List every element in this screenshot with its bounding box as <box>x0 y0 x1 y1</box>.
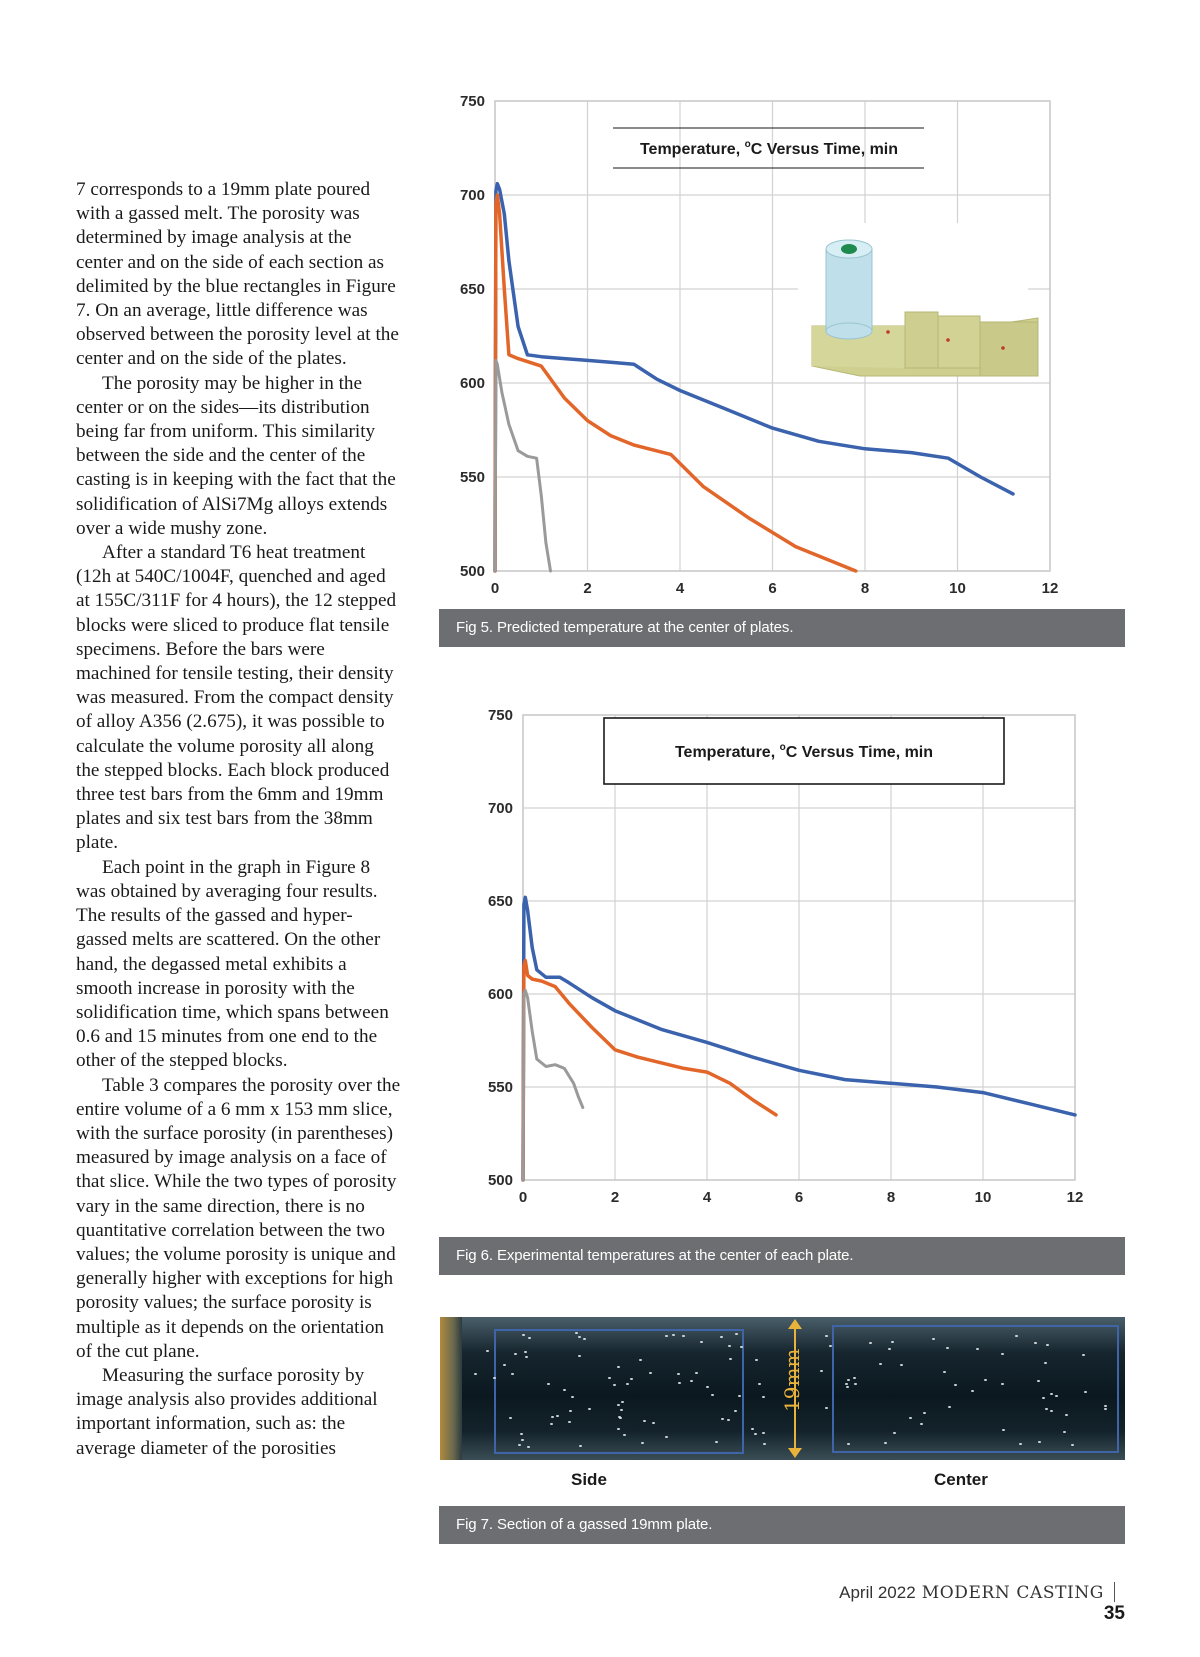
porosity-speck <box>583 1338 586 1340</box>
porosity-speck <box>690 1380 693 1382</box>
porosity-speck <box>1015 1335 1018 1337</box>
porosity-speck <box>1034 1342 1037 1344</box>
porosity-speck <box>678 1382 681 1384</box>
porosity-speck <box>1050 1410 1053 1412</box>
porosity-speck <box>846 1386 849 1388</box>
porosity-speck <box>909 1417 912 1419</box>
fig5-chart-title: Temperature, $^o$C Versus Time, min <box>639 139 899 158</box>
porosity-speck <box>665 1335 668 1337</box>
porosity-speck <box>620 1409 623 1411</box>
porosity-speck <box>630 1378 633 1380</box>
fig6-y-tick-label: 700 <box>487 800 513 817</box>
fig6-y-tick-label: 750 <box>487 707 513 724</box>
fig6-x-tick-label: 4 <box>702 1189 712 1206</box>
fig5-y-tick-label: 600 <box>459 375 485 392</box>
fig6-y-tick-label: 500 <box>487 1172 513 1189</box>
porosity-speck <box>1071 1444 1074 1446</box>
porosity-speck <box>845 1383 848 1385</box>
fig5-y-tick-label: 750 <box>459 93 485 110</box>
fig5-x-tick-label: 0 <box>490 580 500 597</box>
porosity-speck <box>976 1348 979 1350</box>
porosity-speck <box>932 1338 935 1340</box>
fig5-y-tick-label: 550 <box>459 469 485 486</box>
fig5-chart-svg <box>440 86 1065 597</box>
porosity-speck <box>900 1364 903 1366</box>
fig5-x-tick-label: 10 <box>949 580 966 597</box>
porosity-speck <box>923 1412 926 1414</box>
porosity-speck <box>711 1394 714 1396</box>
porosity-speck <box>579 1445 582 1447</box>
porosity-speck <box>825 1407 828 1409</box>
porosity-speck <box>643 1420 646 1422</box>
porosity-speck <box>677 1373 680 1375</box>
porosity-speck <box>1065 1414 1068 1416</box>
porosity-speck <box>884 1442 887 1444</box>
porosity-speck <box>522 1334 525 1336</box>
porosity-speck <box>893 1432 896 1434</box>
porosity-speck <box>588 1408 591 1410</box>
side-region-box <box>494 1329 744 1454</box>
porosity-speck <box>1044 1362 1047 1364</box>
porosity-speck <box>649 1372 652 1374</box>
porosity-speck <box>1084 1391 1087 1393</box>
dimension-label: 19mm <box>780 1348 804 1412</box>
fig6-y-tick-label: 550 <box>487 1079 513 1096</box>
porosity-speck <box>551 1416 554 1418</box>
porosity-speck <box>1037 1380 1040 1382</box>
article-paragraph: After a standard T6 heat treatment (12h at 540C/1004F, quenched and aged at 155C/311F for 4 hours), the 12 stepped blocks were sliced to produce flat tensile specimens. Before the bars were machined for tensile testing, their density was measured. From the compact density of alloy A356 (2.675), it was possible to calculate the volume porosity all along the stepped blocks. Each block produced three test bars from the 6mm and 19mm plates and six test bars from the 38mm plate. <box>76 542 397 854</box>
porosity-speck <box>511 1373 514 1375</box>
porosity-speck <box>503 1364 506 1366</box>
porosity-speck <box>524 1351 527 1353</box>
issue-date: April 2022 <box>839 1583 916 1602</box>
fig6-chart-title: Temperature, $^o$C Versus Time, min <box>674 742 934 761</box>
porosity-speck <box>825 1335 828 1337</box>
porosity-speck <box>1050 1393 1053 1395</box>
fig6-x-tick-label: 6 <box>794 1189 804 1206</box>
porosity-speck <box>618 1416 621 1418</box>
article-paragraph: The porosity may be higher in the center or on the sides—its distribution being far from uniform. This similarity between the side and the center of the casting is in keeping with the fact that the solidification of AlSi7Mg alloys extends over a wide mushy zone. <box>76 372 396 539</box>
publication-name: MODERN CASTING <box>921 1583 1104 1603</box>
page-number: 35 <box>1103 1603 1125 1624</box>
fig6-series-line-3 <box>523 990 583 1180</box>
porosity-speck <box>762 1432 765 1434</box>
porosity-speck <box>1001 1353 1004 1355</box>
porosity-speck <box>847 1379 850 1381</box>
porosity-speck <box>617 1366 620 1368</box>
porosity-speck <box>700 1341 703 1343</box>
porosity-speck <box>715 1441 718 1443</box>
porosity-speck <box>948 1406 951 1408</box>
porosity-speck <box>626 1383 629 1385</box>
porosity-speck <box>652 1422 655 1424</box>
fig5-caption: Fig 5. Predicted temperature at the center of plates. <box>439 609 1125 647</box>
porosity-speck <box>740 1346 743 1348</box>
fig5-series-line-3 <box>495 360 551 571</box>
porosity-speck <box>556 1415 559 1417</box>
porosity-speck <box>474 1373 477 1375</box>
porosity-speck <box>518 1444 521 1446</box>
porosity-speck <box>854 1383 857 1385</box>
porosity-speck <box>891 1341 894 1343</box>
side-label: Side <box>571 1470 607 1489</box>
footer-divider <box>1114 1582 1115 1602</box>
porosity-speck <box>578 1355 581 1357</box>
porosity-speck <box>971 1390 974 1392</box>
porosity-speck <box>984 1379 987 1381</box>
porosity-speck <box>820 1370 823 1372</box>
fig6-y-tick-label: 650 <box>487 893 513 910</box>
porosity-speck <box>528 1337 531 1339</box>
porosity-speck <box>943 1371 946 1373</box>
porosity-speck <box>527 1446 530 1448</box>
porosity-speck <box>1019 1443 1022 1445</box>
fig7-plate-photo <box>440 1317 1125 1460</box>
porosity-speck <box>563 1389 566 1391</box>
article-paragraph: Measuring the surface porosity by image analysis also provides additional important information, such as: the average diameter of the porosities <box>76 1364 378 1459</box>
fig5-x-tick-label: 12 <box>1041 580 1059 597</box>
page-footer <box>820 1582 1125 1625</box>
porosity-speck <box>738 1395 741 1397</box>
porosity-speck <box>639 1359 642 1361</box>
article-paragraph: Each point in the graph in Figure 8 was obtained by averaging four results. The results of the gassed and hyper-gassed melts are scattered. On the other hand, the degassed metal exhibits a smooth increase in porosity with the solidification time, which spans between 0.6 and 15 minutes from one end to the other of the stepped blocks. <box>76 856 389 1072</box>
article-paragraph: Table 3 compares the porosity over the entire volume of a 6 mm x 153 mm slice, with the surface porosity (in parentheses) measured by image analysis on a face of that slice. While the two types of porosity vary in the same direction, there is no quantitative correlation between the two values; the volume porosity is unique and generally higher with exceptions for high porosity values; the surface porosity is multiple as it depends on the orientation of the cut plane. <box>76 1074 401 1362</box>
porosity-speck <box>1002 1429 1005 1431</box>
fig6-x-tick-label: 2 <box>610 1189 620 1206</box>
porosity-speck <box>888 1348 891 1350</box>
plate-edge <box>440 1317 462 1460</box>
fig5-x-tick-label: 2 <box>583 580 592 597</box>
porosity-speck <box>520 1433 523 1435</box>
porosity-speck <box>682 1335 685 1337</box>
porosity-speck <box>617 1404 620 1406</box>
porosity-speck <box>728 1345 731 1347</box>
fig6-x-tick-label: 0 <box>518 1189 528 1206</box>
center-label: Center <box>934 1470 988 1489</box>
porosity-speck <box>879 1363 882 1365</box>
fig5-y-tick-label: 700 <box>459 187 485 204</box>
porosity-speck <box>763 1443 766 1445</box>
porosity-speck <box>1042 1397 1045 1399</box>
porosity-speck <box>578 1336 581 1338</box>
fig6-y-tick-label: 600 <box>487 986 513 1003</box>
porosity-speck <box>758 1383 761 1385</box>
porosity-speck <box>1055 1395 1058 1397</box>
porosity-speck <box>1063 1431 1066 1433</box>
porosity-speck <box>672 1334 675 1336</box>
porosity-speck <box>729 1358 732 1360</box>
porosity-speck <box>727 1419 730 1421</box>
porosity-speck <box>521 1439 524 1441</box>
porosity-speck <box>568 1421 571 1423</box>
porosity-speck <box>575 1332 578 1334</box>
porosity-speck <box>853 1377 856 1379</box>
fig5-x-tick-label: 4 <box>675 580 685 597</box>
porosity-speck <box>621 1401 624 1403</box>
porosity-speck <box>1104 1405 1107 1407</box>
porosity-speck <box>641 1442 644 1444</box>
fig5-y-tick-label: 500 <box>459 563 485 580</box>
fig6-chart <box>468 700 1093 1208</box>
center-region-box <box>832 1325 1119 1453</box>
porosity-speck <box>754 1433 757 1435</box>
fig6-caption: Fig 6. Experimental temperatures at the center of each plate. <box>439 1237 1125 1275</box>
porosity-speck <box>706 1386 709 1388</box>
fig5-chart <box>440 86 1065 597</box>
porosity-speck <box>486 1350 489 1352</box>
fig5-x-tick-label: 6 <box>768 580 777 597</box>
porosity-speck <box>721 1418 724 1420</box>
porosity-speck <box>762 1396 765 1398</box>
porosity-speck <box>617 1428 620 1430</box>
porosity-speck <box>829 1345 832 1347</box>
porosity-speck <box>751 1428 754 1430</box>
porosity-speck <box>695 1372 698 1374</box>
fig7-caption: Fig 7. Section of a gassed 19mm plate. <box>439 1506 1125 1544</box>
porosity-speck <box>509 1417 512 1419</box>
porosity-speck <box>869 1342 872 1344</box>
porosity-speck <box>571 1396 574 1398</box>
fig6-x-tick-label: 10 <box>974 1189 992 1206</box>
fig6-x-tick-label: 12 <box>1066 1189 1084 1206</box>
article-paragraph: 7 corresponds to a 19mm plate poured with a gassed melt. The porosity was determined by image analysis at the center and on the side of each section as delimited by the blue rectangles in Figure 7. On an average, little difference was observed between the porosity level at the center and on the side of the plates. <box>76 179 399 370</box>
porosity-speck <box>720 1336 723 1338</box>
fig5-y-tick-label: 650 <box>459 281 485 298</box>
porosity-speck <box>954 1384 957 1386</box>
porosity-speck <box>1038 1441 1041 1443</box>
porosity-speck <box>613 1384 616 1386</box>
porosity-speck <box>946 1347 949 1349</box>
article-body <box>76 178 402 1461</box>
porosity-speck <box>847 1443 850 1445</box>
porosity-speck <box>1045 1408 1048 1410</box>
fig6-chart-svg <box>468 700 1093 1208</box>
porosity-speck <box>1046 1344 1049 1346</box>
porosity-speck <box>734 1410 737 1412</box>
porosity-speck <box>569 1410 572 1412</box>
porosity-speck <box>735 1333 738 1335</box>
porosity-speck <box>623 1434 626 1436</box>
porosity-speck <box>514 1353 517 1355</box>
fig6-x-tick-label: 8 <box>886 1189 896 1206</box>
porosity-speck <box>755 1359 758 1361</box>
porosity-speck <box>920 1423 923 1425</box>
porosity-speck <box>550 1423 553 1425</box>
fig5-model-inset <box>798 223 1038 376</box>
fig5-x-tick-label: 8 <box>860 580 870 597</box>
porosity-speck <box>493 1377 496 1379</box>
porosity-speck <box>1001 1383 1004 1385</box>
porosity-speck <box>665 1436 668 1438</box>
porosity-speck <box>1082 1354 1085 1356</box>
porosity-speck <box>547 1383 550 1385</box>
porosity-speck <box>1104 1408 1107 1410</box>
porosity-speck <box>525 1356 528 1358</box>
porosity-speck <box>608 1377 611 1379</box>
